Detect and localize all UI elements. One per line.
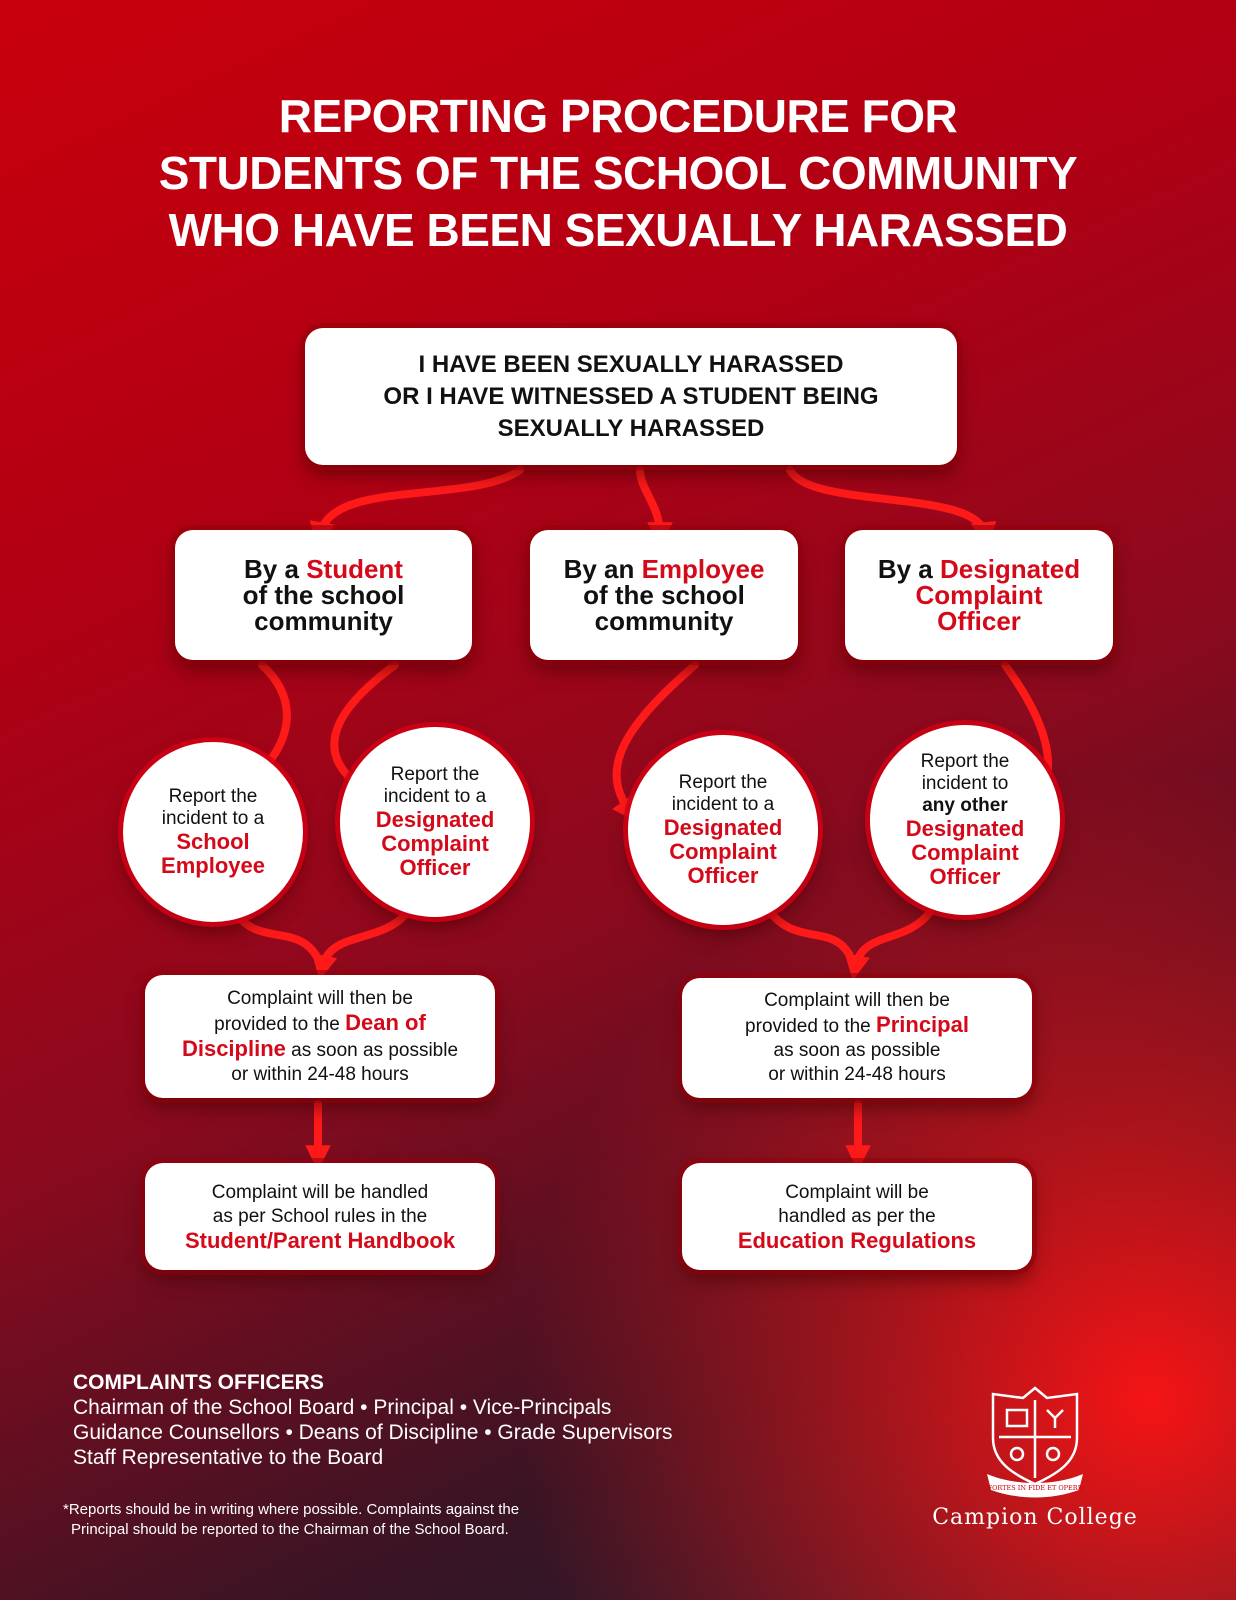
reporter-employee-highlight: Employee	[641, 554, 765, 584]
arrow-right-merge-a	[770, 912, 855, 968]
right-complaint-box: Complaint will then be provided to the Principal as soon as possible or within 24-48 hours	[682, 978, 1032, 1098]
arrow-left-merge-b	[322, 912, 408, 968]
reporter-student-box: By a Student of the school community	[175, 530, 472, 660]
arrow-start-to-employee	[640, 470, 660, 535]
left-handled-box: Complaint will be handled as per School rules in the Student/Parent Handbook	[145, 1163, 495, 1270]
footnote: *Reports should be in writing where possible. Complaints against the Principal should be reported to the Chairman of the School Board.	[63, 1501, 520, 1538]
college-name: Campion College	[932, 1505, 1138, 1530]
page-title: REPORTING PROCEDURE FOR STUDENTS OF THE SCHOOL COMMUNITY WHO HAVE BEEN SEXUALLY HARASSED	[158, 90, 1078, 256]
complaints-officers-list: COMPLAINTS OFFICERS Chairman of the School Board • Principal • Vice-Principals Guidance Counsellors • Deans of Discipline • Grade Supervisors Staff Representative to the Board	[73, 1371, 673, 1469]
arrow-start-to-student	[320, 470, 520, 535]
reporter-officer-box: By a Designated Complaint Officer	[845, 530, 1113, 660]
reporter-student-highlight: Student	[306, 554, 403, 584]
reporter-officer-highlight: Designated	[940, 554, 1081, 584]
circle-dco-student: Report the incident to a Designated Complaint Officer	[340, 727, 530, 917]
reporter-employee-box: By an Employee of the school community	[530, 530, 798, 660]
officers-heading: COMPLAINTS OFFICERS	[73, 1371, 324, 1394]
left-complaint-box: Complaint will then be provided to the Dean of Discipline as soon as possible or within 24-48 hours	[145, 975, 495, 1098]
right-handled-box: Complaint will be handled as per the Education Regulations	[682, 1163, 1032, 1270]
start-box: I HAVE BEEN SEXUALLY HARASSED OR I HAVE WITNESSED A STUDENT BEING SEXUALLY HARASSED	[305, 328, 957, 465]
arrow-student-to-school-employee	[262, 665, 287, 770]
circle-dco-employee: Report the incident to a Designated Complaint Officer	[628, 735, 818, 925]
circle-school-employee: Report the incident to a School Employee	[123, 742, 303, 922]
circle-other-dco: Report the incident to any other Designated Complaint Officer	[870, 725, 1060, 915]
arrow-left-merge-a	[235, 912, 322, 968]
crest-icon	[985, 1382, 1085, 1498]
arrow-start-to-officer	[790, 470, 985, 535]
arrow-right-merge-b	[855, 912, 930, 968]
svg-text:FORTES IN FIDE ET OPERE: FORTES IN FIDE ET OPERE	[987, 1484, 1083, 1492]
